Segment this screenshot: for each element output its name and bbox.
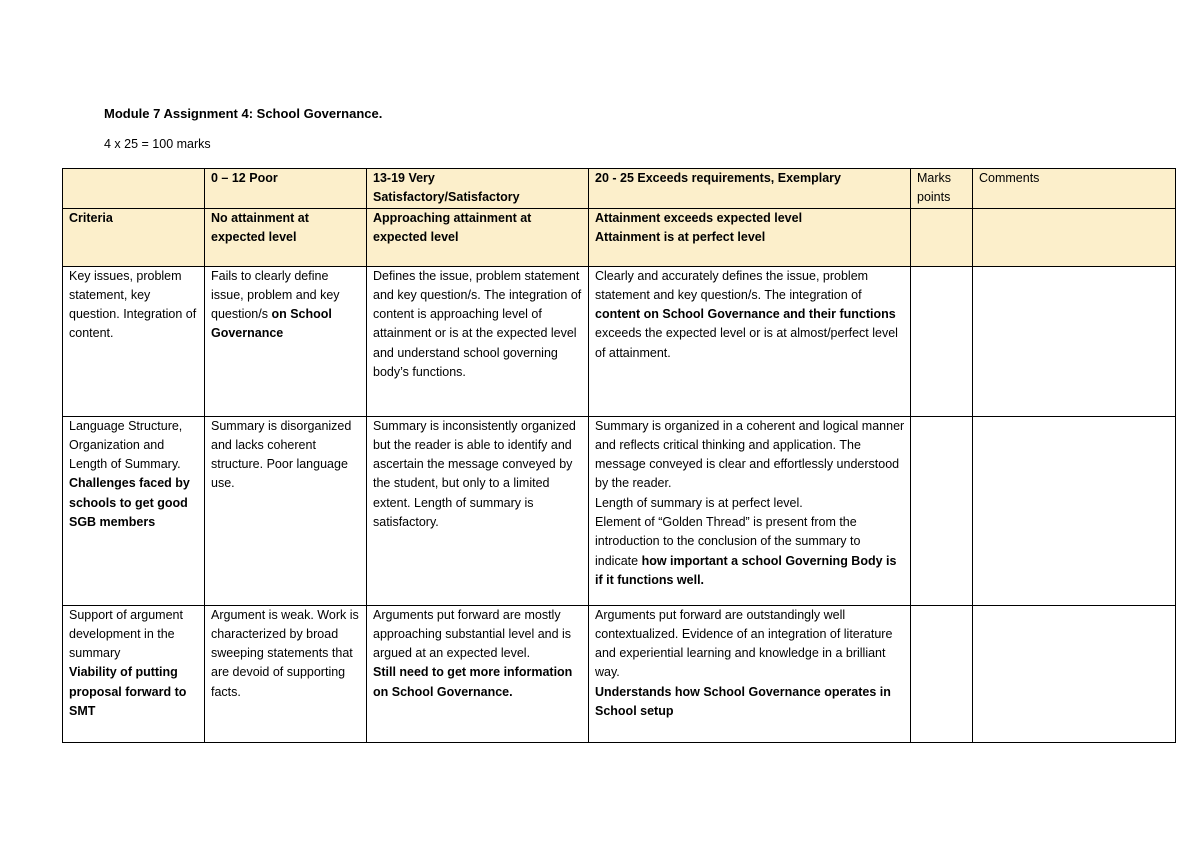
header-exceeds-line2: Attainment is at perfect level [595,229,766,244]
header-comments: Comments [973,169,1176,209]
exemplary-text: Summary is organized in a coherent and logical manner and reflects critical thinking and application. The message conveyed is clear and effortlessly understood by the reader. [595,418,905,491]
satisfactory-cell: Summary is inconsistently organized but the reader is able to identify and ascertain the message conveyed by the student, but only to a limited extent. Length of summary is satisfactory. [367,416,589,605]
marks-cell [911,416,973,605]
poor-cell [205,266,367,416]
comments-cell [973,266,1176,416]
poor-cell: Summary is disorganized and lacks coherent structure. Poor language use. [205,416,367,605]
exemplary-text: Arguments put forward are outstandingly well contextualized. Evidence of an integration of literature and experiential learning and knowledge in a brilliant way. [595,607,893,680]
satisfactory-cell [367,605,589,742]
header-marks-points: Marks points [911,169,973,209]
table-row-language-structure [63,416,1176,605]
criteria-cell [63,416,205,605]
document-title: Module 7 Assignment 4: School Governance. [104,106,383,121]
marks-cell [911,605,973,742]
criteria-cell: Key issues, problem statement, key question. Integration of content. [63,266,205,416]
criteria-text: Support of argument development in the summary [69,607,183,661]
exemplary-golden-thread [595,513,905,590]
poor-text: Fails to clearly define issue, problem and key question/s [211,268,340,322]
header-row-levels [63,208,1176,266]
poor-cell: Argument is weak. Work is characterized by broad sweeping statements that are devoid of supporting facts. [205,605,367,742]
marks-summary: 4 x 25 = 100 marks [104,137,211,151]
header-exceeds-line1: Attainment exceeds expected level [595,210,803,225]
satisfactory-cell: Defines the issue, problem statement and key question/s. The integration of content is approaching level of attainment or is at the expected level and understand school governing body’s functions. [367,266,589,416]
satisfactory-text-bold: Still need to get more information on School Governance. [373,665,573,699]
header-no-attainment: No attainment at expected level [205,208,367,266]
criteria-cell [63,605,205,742]
exemplary-cell [589,416,911,605]
table-row-key-issues [63,266,1176,416]
criteria-text-bold: Viability of putting proposal forward to SMT [69,665,187,719]
poor-text-bold: on School Governance [211,307,332,341]
criteria-text-bold: Challenges faced by schools to get good SGB members [69,476,190,530]
header-comments-blank [973,208,1176,266]
header-marks-blank [911,208,973,266]
rubric-table [62,168,1176,743]
table-row-argument-support [63,605,1176,742]
comments-cell [973,605,1176,742]
header-row-score-bands [63,169,1176,209]
exemplary-length-text: Length of summary is at perfect level. [595,495,803,510]
header-approaching-attainment: Approaching attainment at expected level [367,208,589,266]
header-exemplary-band: 20 - 25 Exceeds requirements, Exemplary [589,169,911,209]
exemplary-cell [589,605,911,742]
exemplary-cell [589,266,911,416]
header-exceeds-attainment [589,208,911,266]
header-satisfactory-band: 13-19 Very Satisfactory/Satisfactory [367,169,589,209]
exemplary-text-bold: content on School Governance and their functions [595,307,896,322]
exemplary-text: Clearly and accurately defines the issue, problem statement and key question/s. The integration of [595,268,869,302]
comments-cell [973,416,1176,605]
header-empty-cell [63,169,205,209]
header-poor-band: 0 – 12 Poor [205,169,367,209]
golden-thread-text: Element of “Golden Thread” is present from the introduction to the conclusion of the summary to indicate [595,515,861,568]
satisfactory-text: Arguments put forward are mostly approaching substantial level and is argued at an expected level. [373,607,572,661]
criteria-text: Language Structure, Organization and Length of Summary. [69,418,183,472]
exemplary-text-bold: Understands how School Governance operates in School setup [595,684,891,719]
golden-thread-bold: how important a school Governing Body is if it functions well. [595,553,897,587]
header-criteria: Criteria [63,208,205,266]
exemplary-text-end: exceeds the expected level or is at almost/perfect level of attainment. [595,326,898,360]
marks-cell [911,266,973,416]
